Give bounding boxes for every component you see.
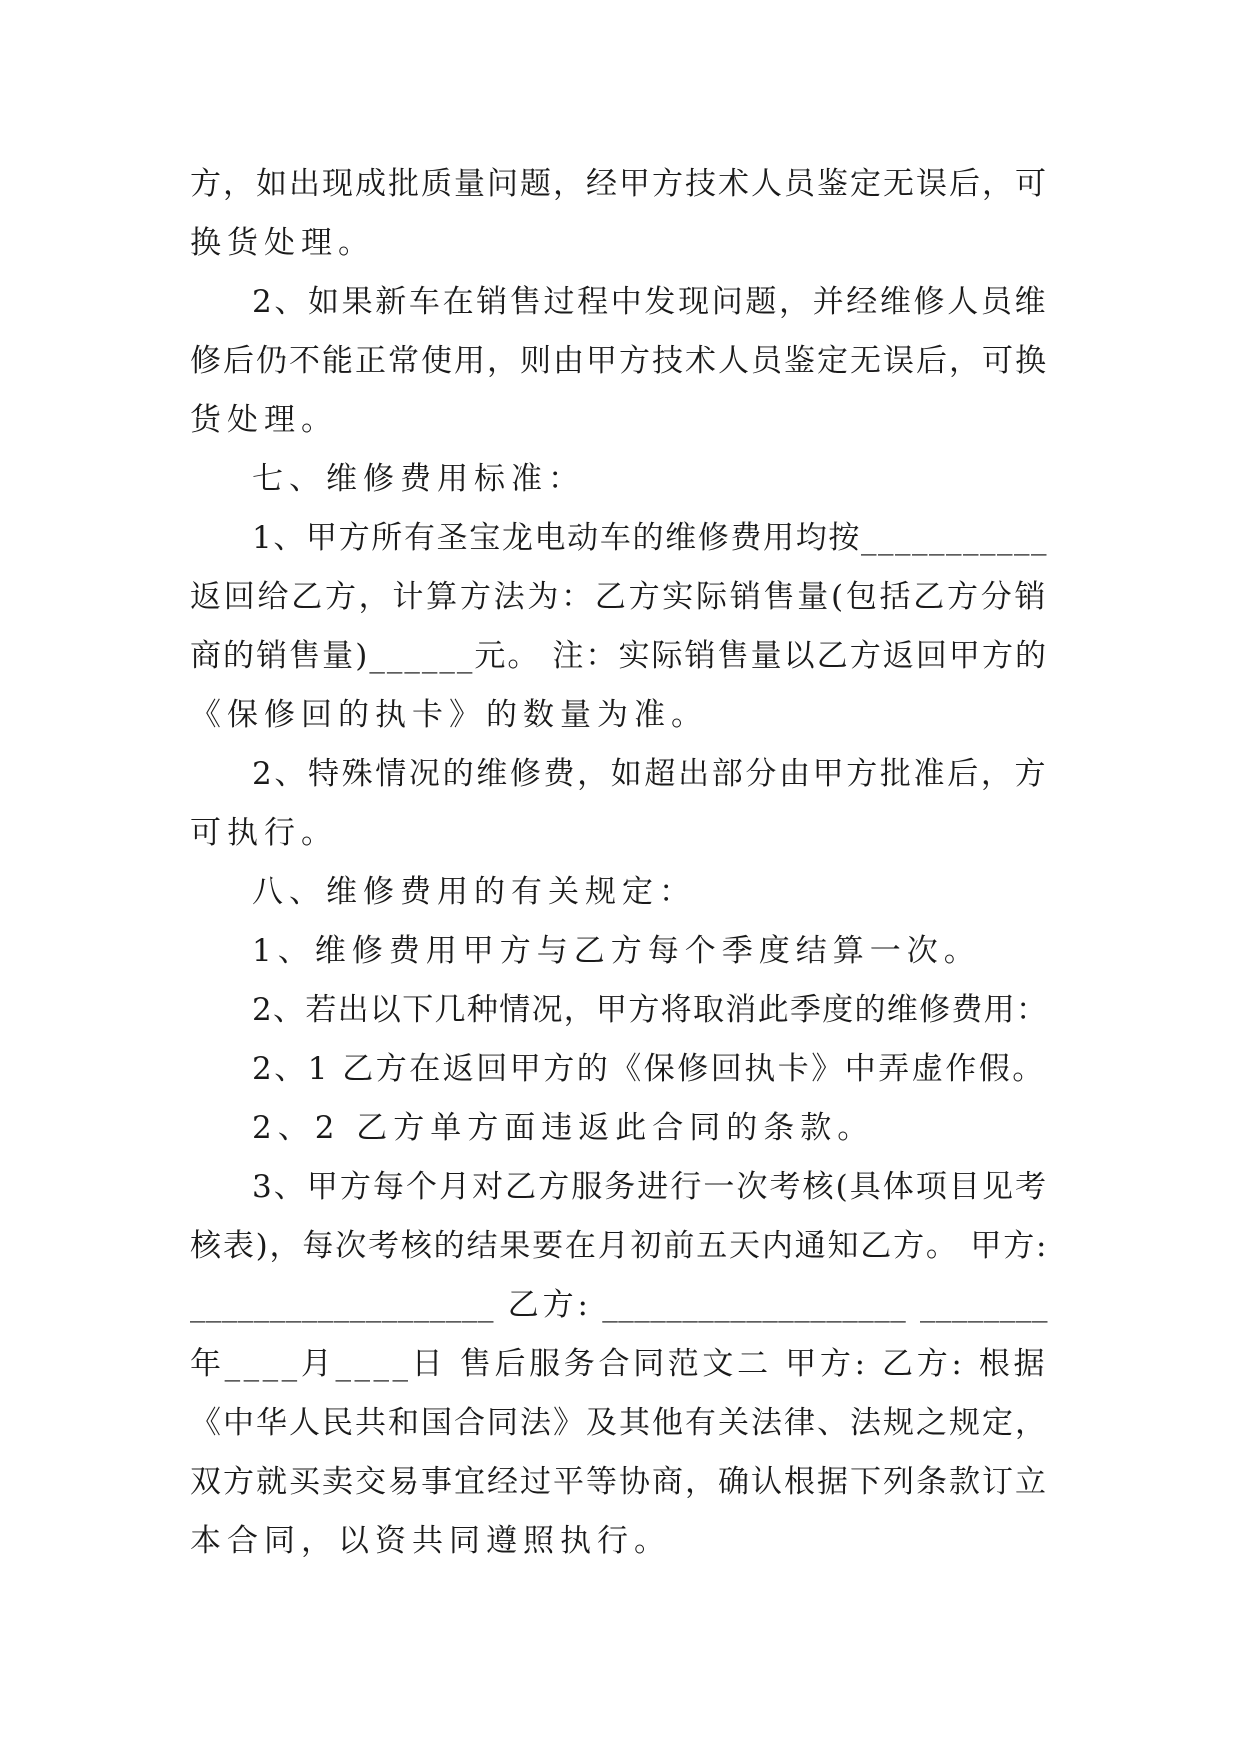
text-line: 换货处理。: [190, 225, 375, 261]
text-line: 核表)，每次考核的结果要在月初前五天内通知乙方。 甲方:: [190, 1228, 1048, 1264]
text-line: 本合同，以资共同遵照执行。: [190, 1523, 671, 1559]
text-line: 可执行。: [190, 815, 338, 851]
document-body: [190, 155, 1048, 1571]
text-line: 2、如果新车在销售过程中发现问题，并经维修人员维: [252, 284, 1048, 320]
text-line: 2、1 乙方在返回甲方的《保修回执卡》中弄虚作假。: [252, 1051, 1046, 1087]
signature-line: ___________________ 乙方: ___________________ ________: [190, 1287, 1048, 1323]
text-line: 《保修回的执卡》的数量为准。: [190, 697, 708, 733]
text-line: 双方就买卖交易事宜经过平等协商，确认根据下列条款订立: [190, 1464, 1048, 1500]
text-line: 《中华人民共和国合同法》及其他有关法律、法规之规定，: [190, 1405, 1048, 1441]
text-line: 方，如出现成批质量问题，经甲方技术人员鉴定无误后，可: [190, 166, 1048, 202]
text-line: 商的销售量)______元。 注：实际销售量以乙方返回甲方的: [190, 638, 1048, 674]
text-line: 年____月____日 售后服务合同范文二 甲方: 乙方: 根据: [190, 1346, 1048, 1382]
section-heading: 七、维修费用标准：: [252, 461, 585, 497]
text-line: 修后仍不能正常使用，则由甲方技术人员鉴定无误后，可换: [190, 343, 1048, 379]
text-line: 3、甲方每个月对乙方服务进行一次考核(具体项目见考: [252, 1169, 1048, 1205]
text-line: 返回给乙方，计算方法为：乙方实际销售量(包括乙方分销: [190, 579, 1048, 615]
text-line: 2、若出以下几种情况，甲方将取消此季度的维修费用：: [252, 992, 1048, 1028]
text-line: 2、特殊情况的维修费，如超出部分由甲方批准后，方: [252, 756, 1048, 792]
text-line: 货处理。: [190, 402, 338, 438]
text-line: 1、甲方所有圣宝龙电动车的维修费用均按___________: [252, 520, 1048, 556]
section-heading: 八、维修费用的有关规定：: [252, 874, 696, 910]
text-line: 2、2 乙方单方面违返此合同的条款。: [252, 1110, 875, 1146]
text-line: 1、维修费用甲方与乙方每个季度结算一次。: [252, 933, 981, 969]
